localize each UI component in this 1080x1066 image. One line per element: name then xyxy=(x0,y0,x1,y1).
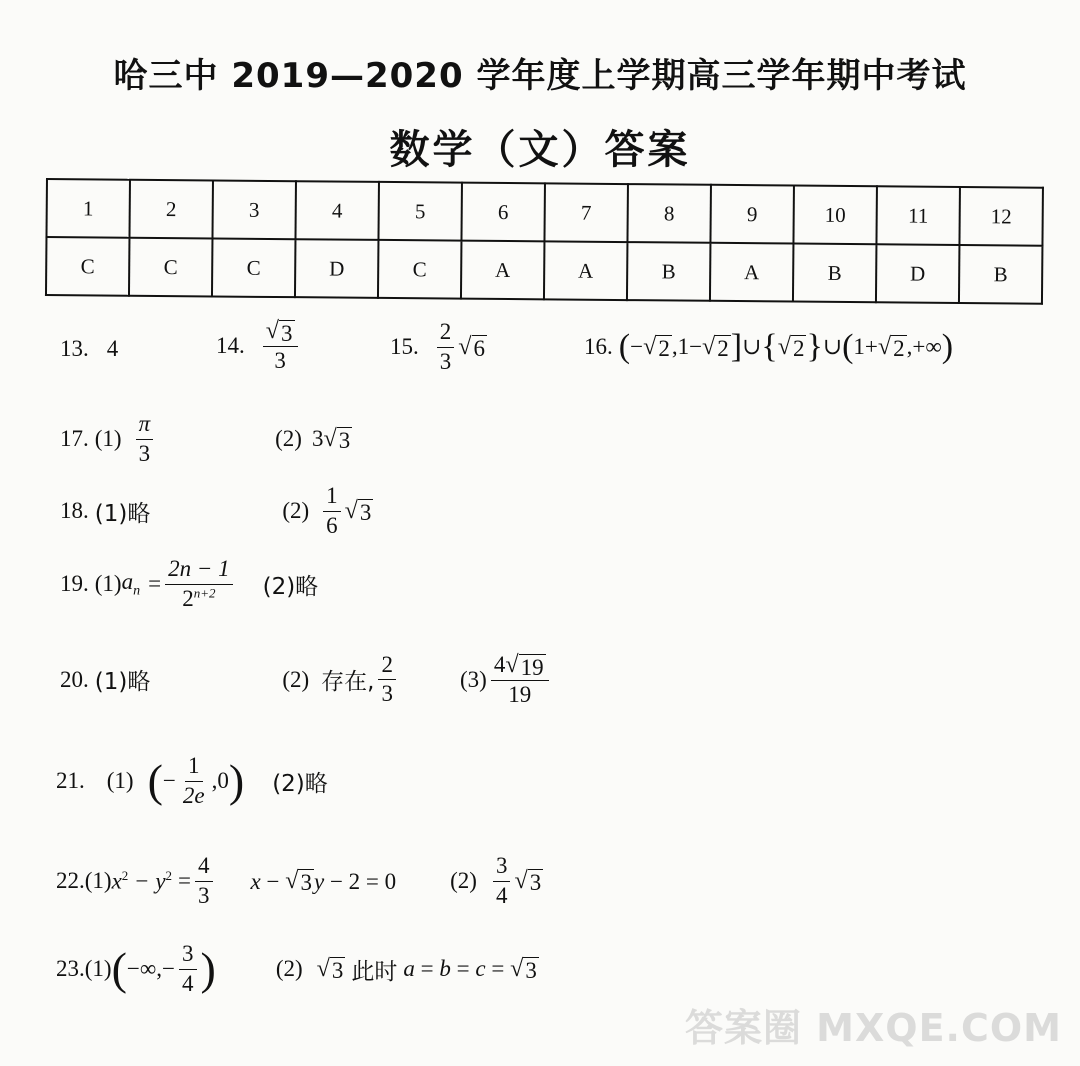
table-cell: A xyxy=(544,241,628,300)
question-label: 14. xyxy=(216,332,245,358)
table-cell: C xyxy=(212,238,296,297)
question-label: 19. xyxy=(60,571,89,597)
table-cell: 5 xyxy=(378,182,462,241)
fraction: $\frac{2}{3}$ xyxy=(378,651,396,710)
question-label: 15. xyxy=(390,334,419,360)
table-cell: 2 xyxy=(129,180,213,239)
part-label: (2) xyxy=(275,426,302,452)
question-number-row xyxy=(46,179,1042,246)
part-label: (1) xyxy=(94,571,122,597)
sqrt: √ 3 xyxy=(510,955,537,983)
question-label: 21. xyxy=(56,768,85,794)
question-label: 20. xyxy=(60,666,89,692)
table-cell: C xyxy=(46,237,130,296)
part-label: (1)略 xyxy=(94,669,151,696)
table-cell: B xyxy=(793,244,877,303)
part-label: (2)略 xyxy=(262,573,319,600)
sqrt: √ 3 xyxy=(316,955,344,983)
table-cell: 12 xyxy=(959,187,1043,246)
table-cell: C xyxy=(129,238,213,297)
exam-title: 哈三中 2019—2020 学年度上学期高三学年期中考试 xyxy=(113,56,967,96)
part-label: (1) xyxy=(106,768,134,794)
answer-subtitle: 数学（文）答案 xyxy=(389,127,691,173)
part-label: (2) xyxy=(282,498,310,524)
table-cell: 8 xyxy=(627,184,711,243)
question-label: 23. xyxy=(56,956,85,982)
interval-set: ( − √ 2 ,1− √ 2 ] ∪ { √ 2 } ∪ ( 1+ √ 2 ,+∞ ) xyxy=(618,328,954,365)
part-label: (3) xyxy=(459,666,487,692)
fraction: $\frac{3}{4}$ xyxy=(179,940,197,999)
fraction: $\frac{1}{2e}$ xyxy=(182,753,205,808)
answer-15 xyxy=(390,318,487,377)
table-cell: 9 xyxy=(710,185,794,244)
table-cell: 10 xyxy=(793,186,877,245)
fraction: √ 3 3 xyxy=(263,316,298,376)
fraction: 4 √ 19 19 xyxy=(491,650,549,710)
answer-16 xyxy=(584,330,953,364)
line-equation: x − √ 3 y − 2 = 0 xyxy=(250,867,397,895)
choice-answer-table xyxy=(45,178,1044,305)
sqrt: √ 6 xyxy=(458,333,485,361)
answer-17 xyxy=(60,410,352,469)
question-label: 17. xyxy=(60,426,89,452)
sqrt: √ 3 xyxy=(514,867,542,895)
answer-13 xyxy=(60,336,118,362)
part-label: (2)略 xyxy=(272,770,328,797)
part-label: (2) xyxy=(282,666,310,692)
table-cell: B xyxy=(959,245,1043,304)
part-label: (1) xyxy=(84,868,112,894)
table-cell: 1 xyxy=(46,179,130,238)
table-cell: D xyxy=(876,244,960,303)
table-cell: C xyxy=(378,240,462,299)
answer-21: 21. (1) ( − $\frac{1}{2e}$ ,0 ) (2)略 xyxy=(56,752,328,811)
fraction: $\frac{2n - 1}{2^{n+2}}$ xyxy=(165,555,233,614)
part-label: (1) xyxy=(94,426,122,452)
question-label: 18. xyxy=(60,498,89,524)
table-cell: 4 xyxy=(295,181,379,240)
table-cell: 11 xyxy=(876,186,960,245)
fraction: $\frac{3}{4}$ xyxy=(493,852,511,911)
question-label: 22. xyxy=(56,868,85,894)
part-label: (2) xyxy=(450,868,477,894)
table-cell: D xyxy=(295,239,379,298)
fraction: $\frac{2}{3}$ xyxy=(437,318,455,377)
table-cell: B xyxy=(627,242,711,301)
fraction: $\frac{1}{6}$ xyxy=(323,482,341,541)
question-label: 16. xyxy=(584,334,613,359)
answer-text: 此时 xyxy=(351,958,398,985)
fraction: $\frac{4}{3}$ xyxy=(195,852,213,911)
part-label: (1)略 xyxy=(94,500,151,527)
answer-23: 23. (1) ( −∞,− $\frac{3}{4}$ ) (2) √ 3 此时 a = b = c = √ 3 xyxy=(56,940,539,999)
table-cell: 7 xyxy=(544,183,628,242)
answer-18 xyxy=(60,482,373,541)
answer-22: 22. (1) $x^2 - y^2$ = $\frac{4}{3}$ x − √ 3 y − 2 = 0 (2) $\frac{3}{4}$ √ 3 xyxy=(56,852,543,911)
answer-value: 4 xyxy=(106,336,119,361)
answer-14 xyxy=(216,316,302,376)
table-cell: 6 xyxy=(461,183,545,242)
answer-text: 存在, xyxy=(321,669,375,696)
sqrt: √ 3 xyxy=(323,425,351,453)
table-cell: A xyxy=(461,241,545,300)
table-cell: A xyxy=(710,243,794,302)
answer-row xyxy=(46,237,1042,304)
watermark-logo: 答案圈 MXQE.COM xyxy=(684,1006,1062,1050)
fraction: $\frac{\pi}{3}$ xyxy=(136,410,154,469)
answer-19: 19. (1) $a_n$ = $\frac{2n - 1}{2^{n+2}}$ (2)略 xyxy=(60,555,318,614)
answer-20 xyxy=(60,650,553,710)
table-cell: 3 xyxy=(212,180,296,239)
sqrt: √ 3 xyxy=(344,497,372,525)
coefficient: 3 xyxy=(311,426,324,452)
part-label: (2) xyxy=(275,956,303,982)
part-label: (1) xyxy=(84,956,112,982)
question-label: 13. xyxy=(60,336,89,361)
